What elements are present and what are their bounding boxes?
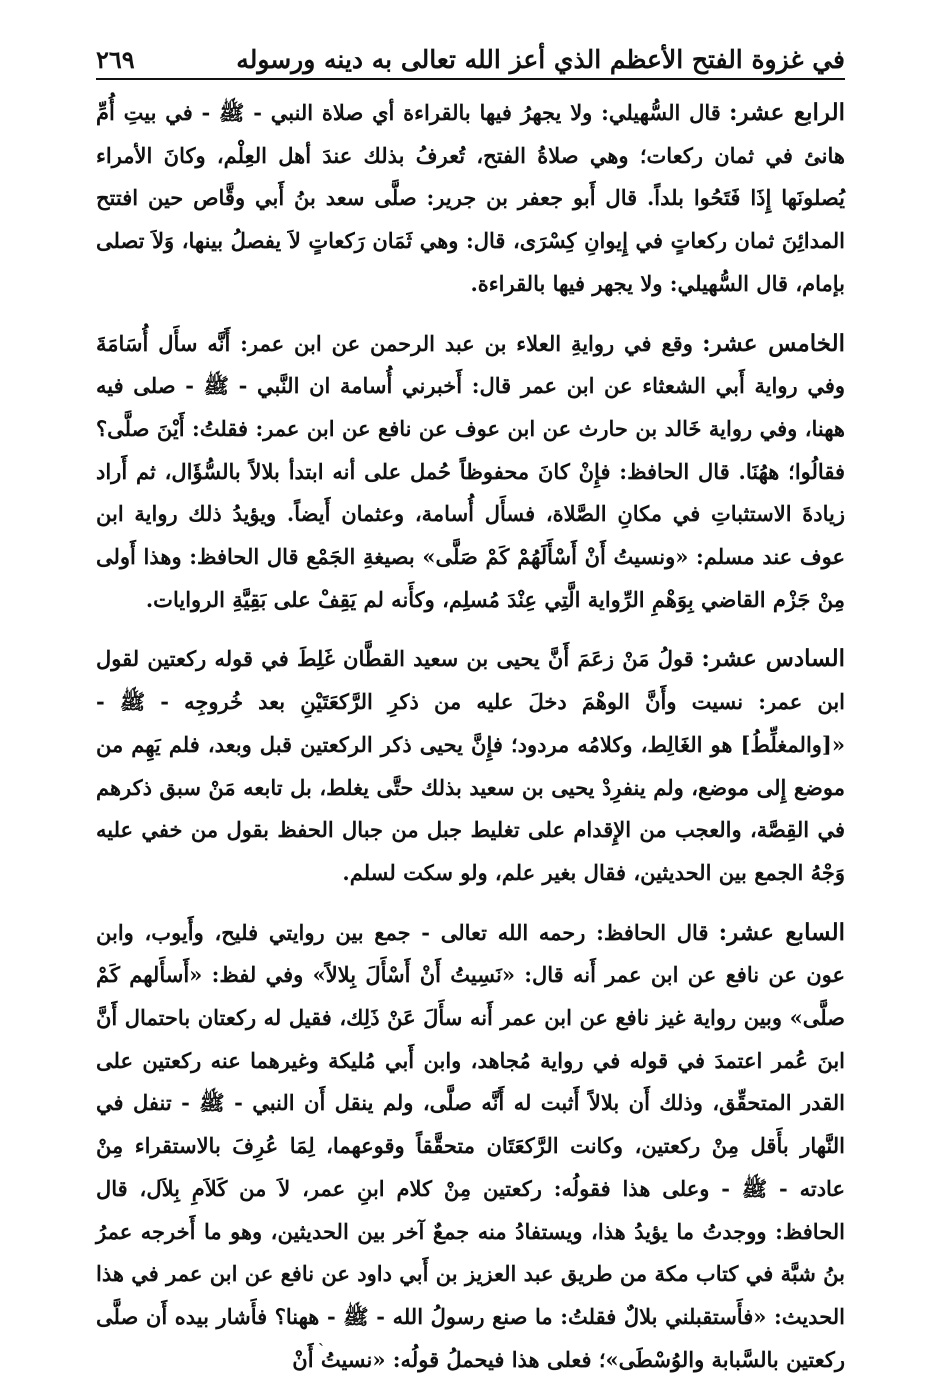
paragraph-15 (96, 323, 845, 622)
paragraph-heading: السابع عشر: (718, 918, 846, 946)
paragraph-heading: السادس عشر: (701, 645, 845, 673)
running-title: في غزوة الفتح الأعظم الذي أعز الله تعالى به دينه ورسوله (236, 45, 845, 74)
paragraph-heading: الرابع عشر: (728, 99, 845, 126)
paragraph-text: قال السُّهيلي: ولا يجهرُ فيها بالقراءة أي صلاة النبي - ﷺ - في بيتِ أُمِّ هانئ في ثمان ركعات؛ وهي صلاةُ الفتح، تُعرفُ بذلك عندَ أهل العِلْم، وكانَ الأمراء يُصلونَها إِذَا فَتَحُوا بلداً. قال أَبو جعفر بن جرير: صلَّى سعد بنُ أَبي وقَّاص حين افتتح المدائِنَ ثمان ركعاتٍ في إِيوانِ كِسْرَى، قال: وهي ثَمَان رَكعاتٍ لاَ يفصلُ بينها، وَلاَ تصلى بإمام، قال السُّهيلي: ولا يجهر فيها بالقراءة. (96, 100, 845, 296)
paragraph-heading: الخامس عشر: (702, 329, 845, 357)
paragraph-text: قولُ مَنْ زعَمَ أَنَّ يحيى بن سعيد القطَّان غَلِطَ في قوله ركعتين لقول ابن عمر: نسيت وأَنَّ الوهْمَ دخلَ عليه من ذكرِ الرَّكعَتَيْنِ بعد خُروجِه - ﷺ - «[والمغلِّطُ] هو الغَالِط، وكلامُه مردود؛ فإِنَّ يحيى ذكر الركعتين قبل وبعد، فلم يَهِم من موضع إِلى موضع، ولم ينفرِدْ يحيى بن سعيد بذلك حتَّى يغلط، بل تابعه مَنْ سبق ذكرهم في القِصَّة، والعجب من الإِقدام على تغليط جبل من جبال الحفظ بقول من خفي عليه وَجْهُ الجمع بين الحديثين، فقال بغير علم، ولو سكت لسلم. (96, 646, 845, 885)
page-body (96, 92, 845, 1398)
paragraph-17 (96, 912, 845, 1382)
page-header (96, 34, 845, 80)
paragraph-14 (96, 92, 845, 306)
paragraph-16 (96, 638, 845, 894)
paragraph-text: قال الحافظ: رحمه الله تعالى - جمع بين روايتي فليح، وأَيوب، وابن عون عن نافع عن ابن عمر أَنه قال: «نَسِيتُ أَنْ أَسْأَلَ بِلالاً» وفي لفظ: «أَسأَلهم كَمْ صلَّى» وبين رواية غيز نافع عن ابن عمر أَنه سأَلَ عَنْ ذَلِك، فقيل له ركعتان باحتمال أَنَّ ابنَ عُمر اعتمدَ في قوله في رواية مُجاهد، وابن أَبي مُليكة وغيرهما عنه ركعتين على القدر المتحقِّق، وذلك أَن بلالاً أَثبت له أَنَّه صلَّى، ولم ينقل أَن النبي - ﷺ - تنفل في النَّهار بأَقل مِنْ ركعتين، وكانت الرَّكعَتَان متحقَّقاً وقوعهما، لِمَا عُرِفَ بالاستقراء مِنْ عادته - ﷺ - وعلى هذا فقولُه: ركعتين مِنْ كلام ابنِ عمر، لاَ من كَلاَمِ بِلاَل، قال الحافظ: ووجدتُ ما يؤيدُ هذا، ويستفادُ منه جمعٌ آخر بين الحديثين، وهو ما أَخرجه عمرُ بنُ شبَّة في كتاب مكة من طريق عبد العزيز بن أَبي داود عن نافع عن ابن عمر في هذا الحديث: «فأَستقبلني بلالٌ فقلتُ: ما صنع رسولُ الله - ﷺ - ههنا؟ فأَشار بيده أَن صلَّى ركعتين بالسَّبابة والوُسْطَى»؛ فعلى هذا فيحملُ قولُه: «نسيتُ أَنْ (96, 919, 845, 1372)
printer-mark: ˎ (318, 1326, 324, 1347)
paragraph-text: وقع في روايةِ العلاء بن عبد الرحمن عن ابن عمر: أَنَّه سأَل أُسَامَةَ وفي رواية أَبي الشعثاء عن ابن عمر قال: أَخبرني أُسامة ان النَّبي - ﷺ - صلى فيه ههنا، وفي رواية خَالد بن حارث عن ابن عوف عن نافع عن ابن عمر: فقلتُ: أَيْنَ صلَّى؟ فقالُوا؛ ههُنَا. قال الحافظ: فإِنْ كانَ محفوظاً حُمل على أنه ابتدأ بلالاً بالسُّؤَال، ثم أَراد زيادةَ الاستثباتِ في مكانِ الصَّلاة، فسأَل أُسامة، وعثمان أَيضاً. ويؤيدُ ذلك رواية ابن عوف عند مسلم: «ونسيتُ أَنْ أَسْأَلَهُمْ كَمْ صَلَّى» بصيغةِ الجَمْع قال الحافظ: وهذا أَولى مِنْ جَزْم القاضي بِوَهْمِ الرِّواية الَّتِي عِنْدَ مُسلِم، وكأَنه لم يَقِفْ على بَقِيَّةِ الروايات. (96, 330, 845, 612)
page-number: ٢٦٩ (96, 45, 135, 74)
